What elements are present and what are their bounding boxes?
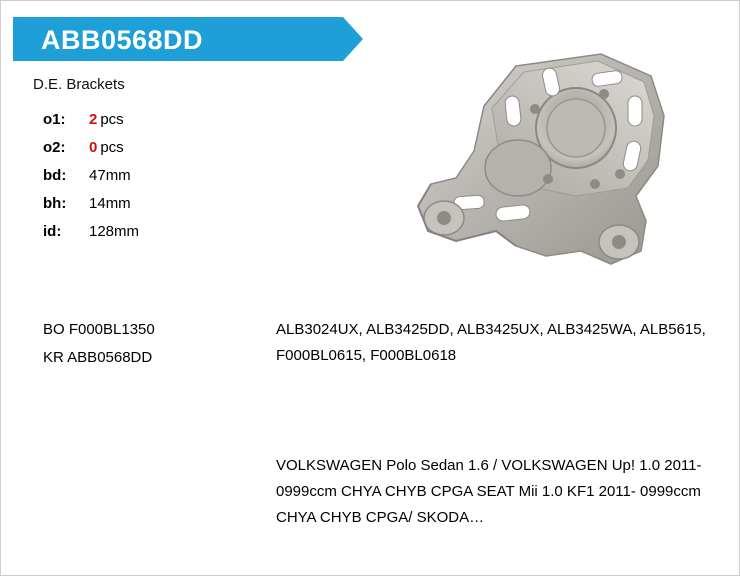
spec-row	[43, 111, 273, 139]
spec-value: 128	[89, 223, 115, 240]
spec-key: bh:	[43, 195, 67, 212]
spec-key: bd:	[43, 167, 67, 184]
spec-row	[43, 167, 273, 195]
spec-unit: pcs	[100, 111, 124, 128]
spec-key: id:	[43, 223, 62, 240]
spec-value: 0	[89, 139, 98, 156]
spec-list	[43, 111, 273, 251]
cross-reference-list: ALB3024UX, ALB3425DD, ALB3425UX, ALB3425WA, ALB5615, F000BL0615, F000BL0618	[276, 321, 706, 364]
secondary-bore	[485, 140, 551, 196]
spec-unit: pcs	[100, 139, 124, 156]
header-banner	[13, 17, 363, 61]
spec-value: 47	[89, 167, 106, 184]
spec-row	[43, 195, 273, 223]
spec-unit: mm	[114, 223, 140, 240]
spec-row	[43, 223, 273, 251]
oem-code-bosch: BO F000BL1350	[43, 321, 155, 338]
bracket-illustration	[396, 46, 696, 291]
product-image	[396, 46, 696, 291]
spec-row	[43, 139, 273, 167]
oem-codes	[43, 316, 155, 372]
bearing-seat	[547, 99, 605, 157]
vehicle-application-list: VOLKSWAGEN Polo Sedan 1.6 / VOLKSWAGEN Up! 1.0 2011- 0999ccm CHYA CHYB CPGA SEAT Mii 1.0 KF1 2011- 0999ccm CHYA CHYB CPGA/ SKODA…	[276, 457, 702, 526]
product-category: D.E. Brackets	[33, 76, 125, 93]
spec-value: 2	[89, 111, 98, 128]
spec-unit: mm	[105, 167, 131, 184]
spec-unit: mm	[105, 195, 131, 212]
page-title: ABB0568DD	[41, 25, 204, 55]
spec-value: 14	[89, 195, 106, 212]
oem-code-krauf: KR ABB0568DD	[43, 349, 153, 366]
spec-key: o2:	[43, 139, 66, 156]
spec-key: o1:	[43, 111, 66, 128]
